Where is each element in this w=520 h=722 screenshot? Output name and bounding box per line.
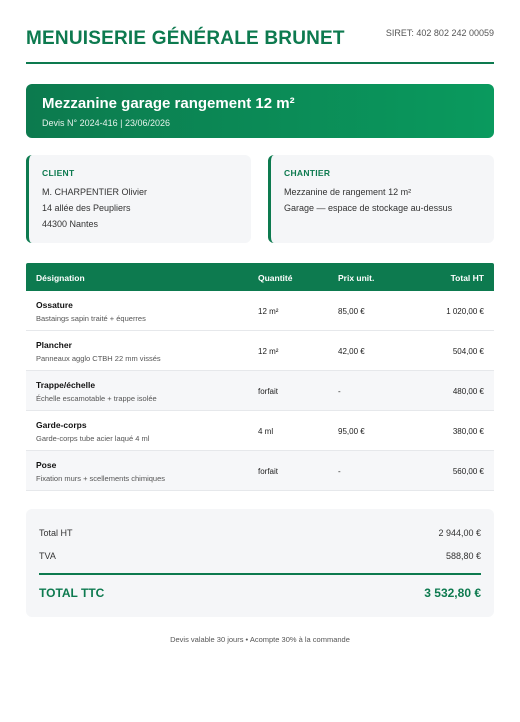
client-address: 14 allée des Peupliers <box>42 203 131 213</box>
item-description: Panneaux agglo CTBH 22 mm vissés <box>36 354 161 363</box>
site-location: Garage — espace de stockage au-dessus <box>284 203 453 213</box>
total-ht-label: Total HT <box>39 528 73 538</box>
header-quantity: Quantité <box>258 273 293 283</box>
quote-table <box>26 263 494 491</box>
header-designation: Désignation <box>36 273 85 283</box>
item-unit-price: 95,00 € <box>338 427 365 436</box>
item-total: 1 020,00 € <box>446 307 484 316</box>
quote-banner <box>26 84 494 138</box>
quote-title: Mezzanine garage rangement 12 m² <box>42 95 295 112</box>
item-name: Garde-corps <box>36 420 87 430</box>
item-total: 560,00 € <box>452 467 484 476</box>
item-total: 504,00 € <box>452 347 484 356</box>
total-ttc-value: 3 532,80 € <box>424 586 481 600</box>
item-name: Trappe/échelle <box>36 380 96 390</box>
item-description: Bastaings sapin traité + équerres <box>36 314 146 323</box>
item-unit-price: - <box>338 387 341 396</box>
item-description: Garde-corps tube acier laqué 4 ml <box>36 434 150 443</box>
item-name: Pose <box>36 460 57 470</box>
table-row <box>26 291 494 331</box>
tva-value: 588,80 € <box>445 551 481 561</box>
item-name: Plancher <box>36 340 72 350</box>
footer-note: Devis valable 30 jours • Acompte 30% à la commande <box>170 635 350 644</box>
header-total: Total HT <box>450 273 484 283</box>
item-total: 380,00 € <box>452 427 484 436</box>
total-ttc-label: TOTAL TTC <box>39 586 105 600</box>
item-quantity: 4 ml <box>258 427 274 436</box>
item-quantity: forfait <box>258 387 279 396</box>
client-card <box>26 155 251 243</box>
item-quantity: 12 m² <box>258 347 279 356</box>
item-description: Fixation murs + scellements chimiques <box>36 474 166 483</box>
client-name: M. CHARPENTIER Olivier <box>42 187 148 197</box>
totals-divider <box>39 573 481 575</box>
company-name: MENUISERIE GÉNÉRALE BRUNET <box>26 28 345 49</box>
quote-number-date: Devis N° 2024-416 | 23/06/2026 <box>42 118 171 128</box>
item-unit-price: 85,00 € <box>338 307 365 316</box>
table-row <box>26 371 494 411</box>
site-card <box>268 155 494 243</box>
item-unit-price: 42,00 € <box>338 347 365 356</box>
item-name: Ossature <box>36 300 73 310</box>
item-description: Échelle escamotable + trappe isolée <box>36 394 157 403</box>
header-divider <box>26 62 494 64</box>
item-quantity: forfait <box>258 467 279 476</box>
total-ht-value: 2 944,00 € <box>438 528 481 538</box>
totals-box <box>26 509 494 617</box>
client-city: 44300 Nantes <box>42 219 99 229</box>
client-heading: CLIENT <box>42 168 75 178</box>
header-unit-price: Prix unit. <box>338 273 375 283</box>
tva-label: TVA <box>39 551 56 561</box>
item-total: 480,00 € <box>452 387 484 396</box>
site-description: Mezzanine de rangement 12 m² <box>284 187 412 197</box>
siret-number: SIRET: 402 802 242 00059 <box>385 28 494 38</box>
table-header <box>26 263 494 291</box>
item-quantity: 12 m² <box>258 307 279 316</box>
site-heading: CHANTIER <box>284 168 331 178</box>
table-row <box>26 411 494 451</box>
table-row <box>26 331 494 371</box>
table-row <box>26 451 494 491</box>
item-unit-price: - <box>338 467 341 476</box>
